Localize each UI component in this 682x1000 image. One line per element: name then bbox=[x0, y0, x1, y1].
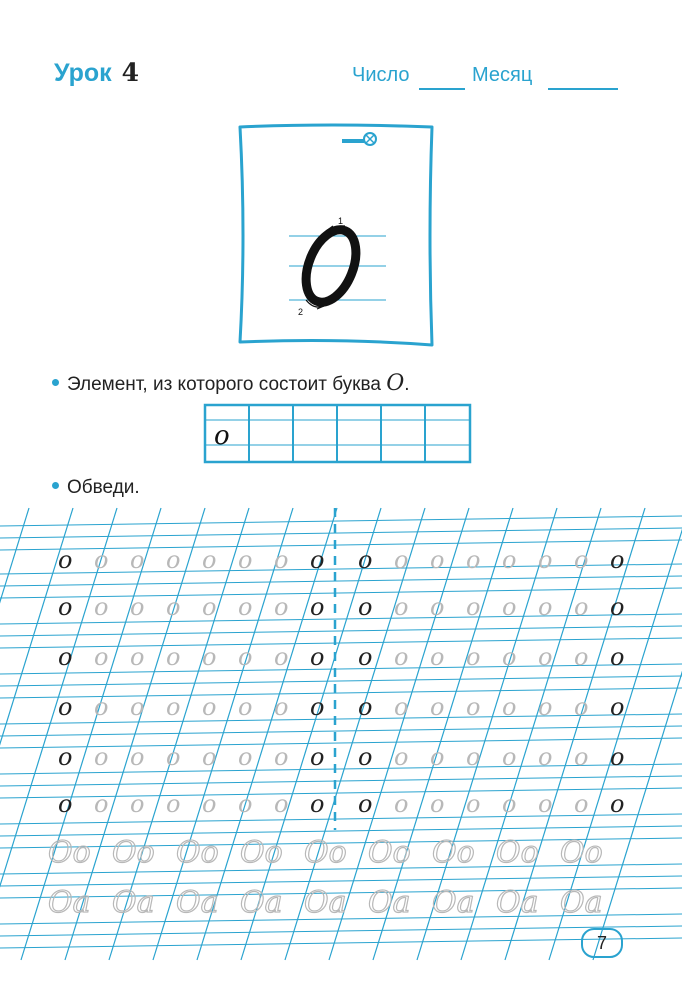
trace-glyph: о bbox=[202, 546, 217, 574]
trace-glyph: о bbox=[130, 790, 145, 818]
trace-glyph: о bbox=[502, 743, 517, 771]
trace-glyph: о bbox=[166, 790, 181, 818]
sample-glyph: о bbox=[58, 643, 73, 671]
element-sample-glyph: о bbox=[214, 421, 230, 451]
trace-glyph: о bbox=[394, 743, 409, 771]
trace-glyph: о bbox=[130, 743, 145, 771]
trace-glyph: о bbox=[538, 643, 553, 671]
trace-glyph: о bbox=[166, 546, 181, 574]
sample-glyph: о bbox=[310, 743, 325, 771]
trace-glyph: о bbox=[574, 743, 589, 771]
trace-glyph: Оо bbox=[432, 835, 475, 870]
trace-glyph: о bbox=[202, 593, 217, 621]
trace-glyph: о bbox=[538, 546, 553, 574]
trace-glyph: о bbox=[238, 693, 253, 721]
trace-glyph: Оо bbox=[48, 835, 91, 870]
sample-glyph: о bbox=[610, 643, 625, 671]
trace-glyph: о bbox=[538, 593, 553, 621]
trace-glyph: о bbox=[466, 593, 481, 621]
sample-glyph: о bbox=[358, 546, 373, 574]
trace-glyph: о bbox=[574, 790, 589, 818]
trace-glyph: Оо bbox=[240, 835, 283, 870]
sample-glyph: о bbox=[310, 643, 325, 671]
trace-glyph: о bbox=[202, 790, 217, 818]
ruling-line bbox=[0, 726, 682, 736]
trace-glyph: о bbox=[430, 790, 445, 818]
sample-glyph: о bbox=[610, 743, 625, 771]
trace-glyph: Оа bbox=[240, 885, 283, 920]
task-element-letter: О bbox=[386, 371, 405, 396]
page-number: 7 bbox=[581, 928, 623, 958]
sample-glyph: о bbox=[58, 546, 73, 574]
ruling-line bbox=[0, 516, 682, 526]
ruling-line bbox=[0, 626, 682, 636]
trace-glyph: о bbox=[94, 693, 109, 721]
sample-glyph: о bbox=[58, 743, 73, 771]
trace-glyph: о bbox=[502, 593, 517, 621]
trace-glyph: о bbox=[538, 693, 553, 721]
trace-glyph: Оо bbox=[304, 835, 347, 870]
trace-glyph: о bbox=[94, 546, 109, 574]
sample-glyph: о bbox=[358, 593, 373, 621]
trace-glyph: о bbox=[430, 593, 445, 621]
lesson-number: 4 bbox=[121, 58, 140, 87]
trace-glyph: о bbox=[574, 593, 589, 621]
sample-glyph: о bbox=[310, 790, 325, 818]
trace-glyph: о bbox=[202, 693, 217, 721]
task-element-instruction: Элемент, из которого состоит буква О. bbox=[52, 371, 410, 396]
task-trace-text: Обведи. bbox=[67, 477, 140, 498]
trace-glyph: о bbox=[166, 693, 181, 721]
trace-glyph: о bbox=[238, 790, 253, 818]
trace-glyph: о bbox=[502, 790, 517, 818]
trace-glyph: о bbox=[274, 643, 289, 671]
slant-line bbox=[0, 508, 29, 960]
sample-glyph: о bbox=[358, 743, 373, 771]
trace-glyph: о bbox=[130, 643, 145, 671]
trace-glyph: о bbox=[130, 546, 145, 574]
trace-glyph: о bbox=[166, 643, 181, 671]
trace-glyph: о bbox=[394, 593, 409, 621]
ruling-line bbox=[0, 926, 682, 936]
trace-glyph: Оо bbox=[176, 835, 219, 870]
trace-glyph: о bbox=[94, 643, 109, 671]
ruling-line bbox=[0, 938, 682, 948]
trace-glyph: о bbox=[274, 593, 289, 621]
trace-glyph: о bbox=[394, 546, 409, 574]
trace-glyph: о bbox=[130, 593, 145, 621]
trace-glyph: о bbox=[502, 693, 517, 721]
sample-glyph: о bbox=[310, 546, 325, 574]
day-label: Число bbox=[352, 64, 410, 86]
trace-glyph: Оа bbox=[112, 885, 155, 920]
trace-glyph: о bbox=[166, 743, 181, 771]
trace-glyph: о bbox=[94, 790, 109, 818]
trace-glyph: Оа bbox=[176, 885, 219, 920]
trace-glyph: о bbox=[274, 790, 289, 818]
trace-glyph: о bbox=[238, 743, 253, 771]
trace-glyph: о bbox=[394, 790, 409, 818]
sample-glyph: о bbox=[310, 693, 325, 721]
trace-glyph: о bbox=[538, 743, 553, 771]
sample-glyph: о bbox=[610, 546, 625, 574]
ruling-line bbox=[0, 676, 682, 686]
trace-glyph: о bbox=[274, 743, 289, 771]
trace-glyph: Оо bbox=[112, 835, 155, 870]
trace-glyph: о bbox=[238, 546, 253, 574]
trace-glyph: Оо bbox=[560, 835, 603, 870]
trace-glyph: Оа bbox=[496, 885, 539, 920]
ruling-line bbox=[0, 528, 682, 538]
trace-glyph: о bbox=[466, 790, 481, 818]
trace-glyph: о bbox=[394, 693, 409, 721]
trace-glyph: о bbox=[430, 743, 445, 771]
sample-glyph: о bbox=[358, 790, 373, 818]
trace-glyph: о bbox=[466, 546, 481, 574]
trace-glyph: о bbox=[430, 643, 445, 671]
trace-glyph: Оа bbox=[48, 885, 91, 920]
trace-glyph: о bbox=[166, 593, 181, 621]
trace-glyph: о bbox=[202, 643, 217, 671]
sample-glyph: о bbox=[610, 790, 625, 818]
trace-glyph: о bbox=[94, 743, 109, 771]
trace-glyph: о bbox=[394, 643, 409, 671]
trace-glyph: о bbox=[430, 546, 445, 574]
trace-glyph: Оа bbox=[304, 885, 347, 920]
lesson-label: Урок bbox=[54, 59, 112, 87]
stroke-number-2: 2 bbox=[298, 307, 304, 317]
sample-glyph: о bbox=[358, 693, 373, 721]
trace-glyph: о bbox=[502, 546, 517, 574]
task-element-text: Элемент, из которого состоит буква bbox=[67, 374, 381, 395]
stroke-number-1: 1 bbox=[338, 216, 344, 226]
trace-glyph: Оа bbox=[560, 885, 603, 920]
trace-glyph: Оа bbox=[368, 885, 411, 920]
trace-glyph: Оо bbox=[496, 835, 539, 870]
trace-glyph: о bbox=[466, 643, 481, 671]
sample-glyph: о bbox=[58, 790, 73, 818]
trace-glyph: о bbox=[466, 743, 481, 771]
trace-glyph: о bbox=[574, 546, 589, 574]
sample-glyph: о bbox=[358, 643, 373, 671]
trace-glyph: о bbox=[238, 593, 253, 621]
trace-glyph: Оо bbox=[368, 835, 411, 870]
trace-glyph: о bbox=[274, 693, 289, 721]
sample-glyph: о bbox=[610, 693, 625, 721]
trace-glyph: о bbox=[202, 743, 217, 771]
trace-glyph: о bbox=[466, 693, 481, 721]
sample-glyph: о bbox=[610, 593, 625, 621]
trace-glyph: о bbox=[238, 643, 253, 671]
trace-glyph: о bbox=[130, 693, 145, 721]
trace-glyph: Оа bbox=[432, 885, 475, 920]
trace-glyph: о bbox=[430, 693, 445, 721]
sample-glyph: о bbox=[58, 593, 73, 621]
trace-glyph: о bbox=[538, 790, 553, 818]
trace-glyph: о bbox=[502, 643, 517, 671]
trace-glyph: о bbox=[574, 643, 589, 671]
trace-glyph: о bbox=[94, 593, 109, 621]
sample-glyph: о bbox=[58, 693, 73, 721]
sample-glyph: о bbox=[310, 593, 325, 621]
trace-glyph: о bbox=[274, 546, 289, 574]
trace-glyph: о bbox=[574, 693, 589, 721]
month-label: Месяц bbox=[472, 64, 533, 86]
